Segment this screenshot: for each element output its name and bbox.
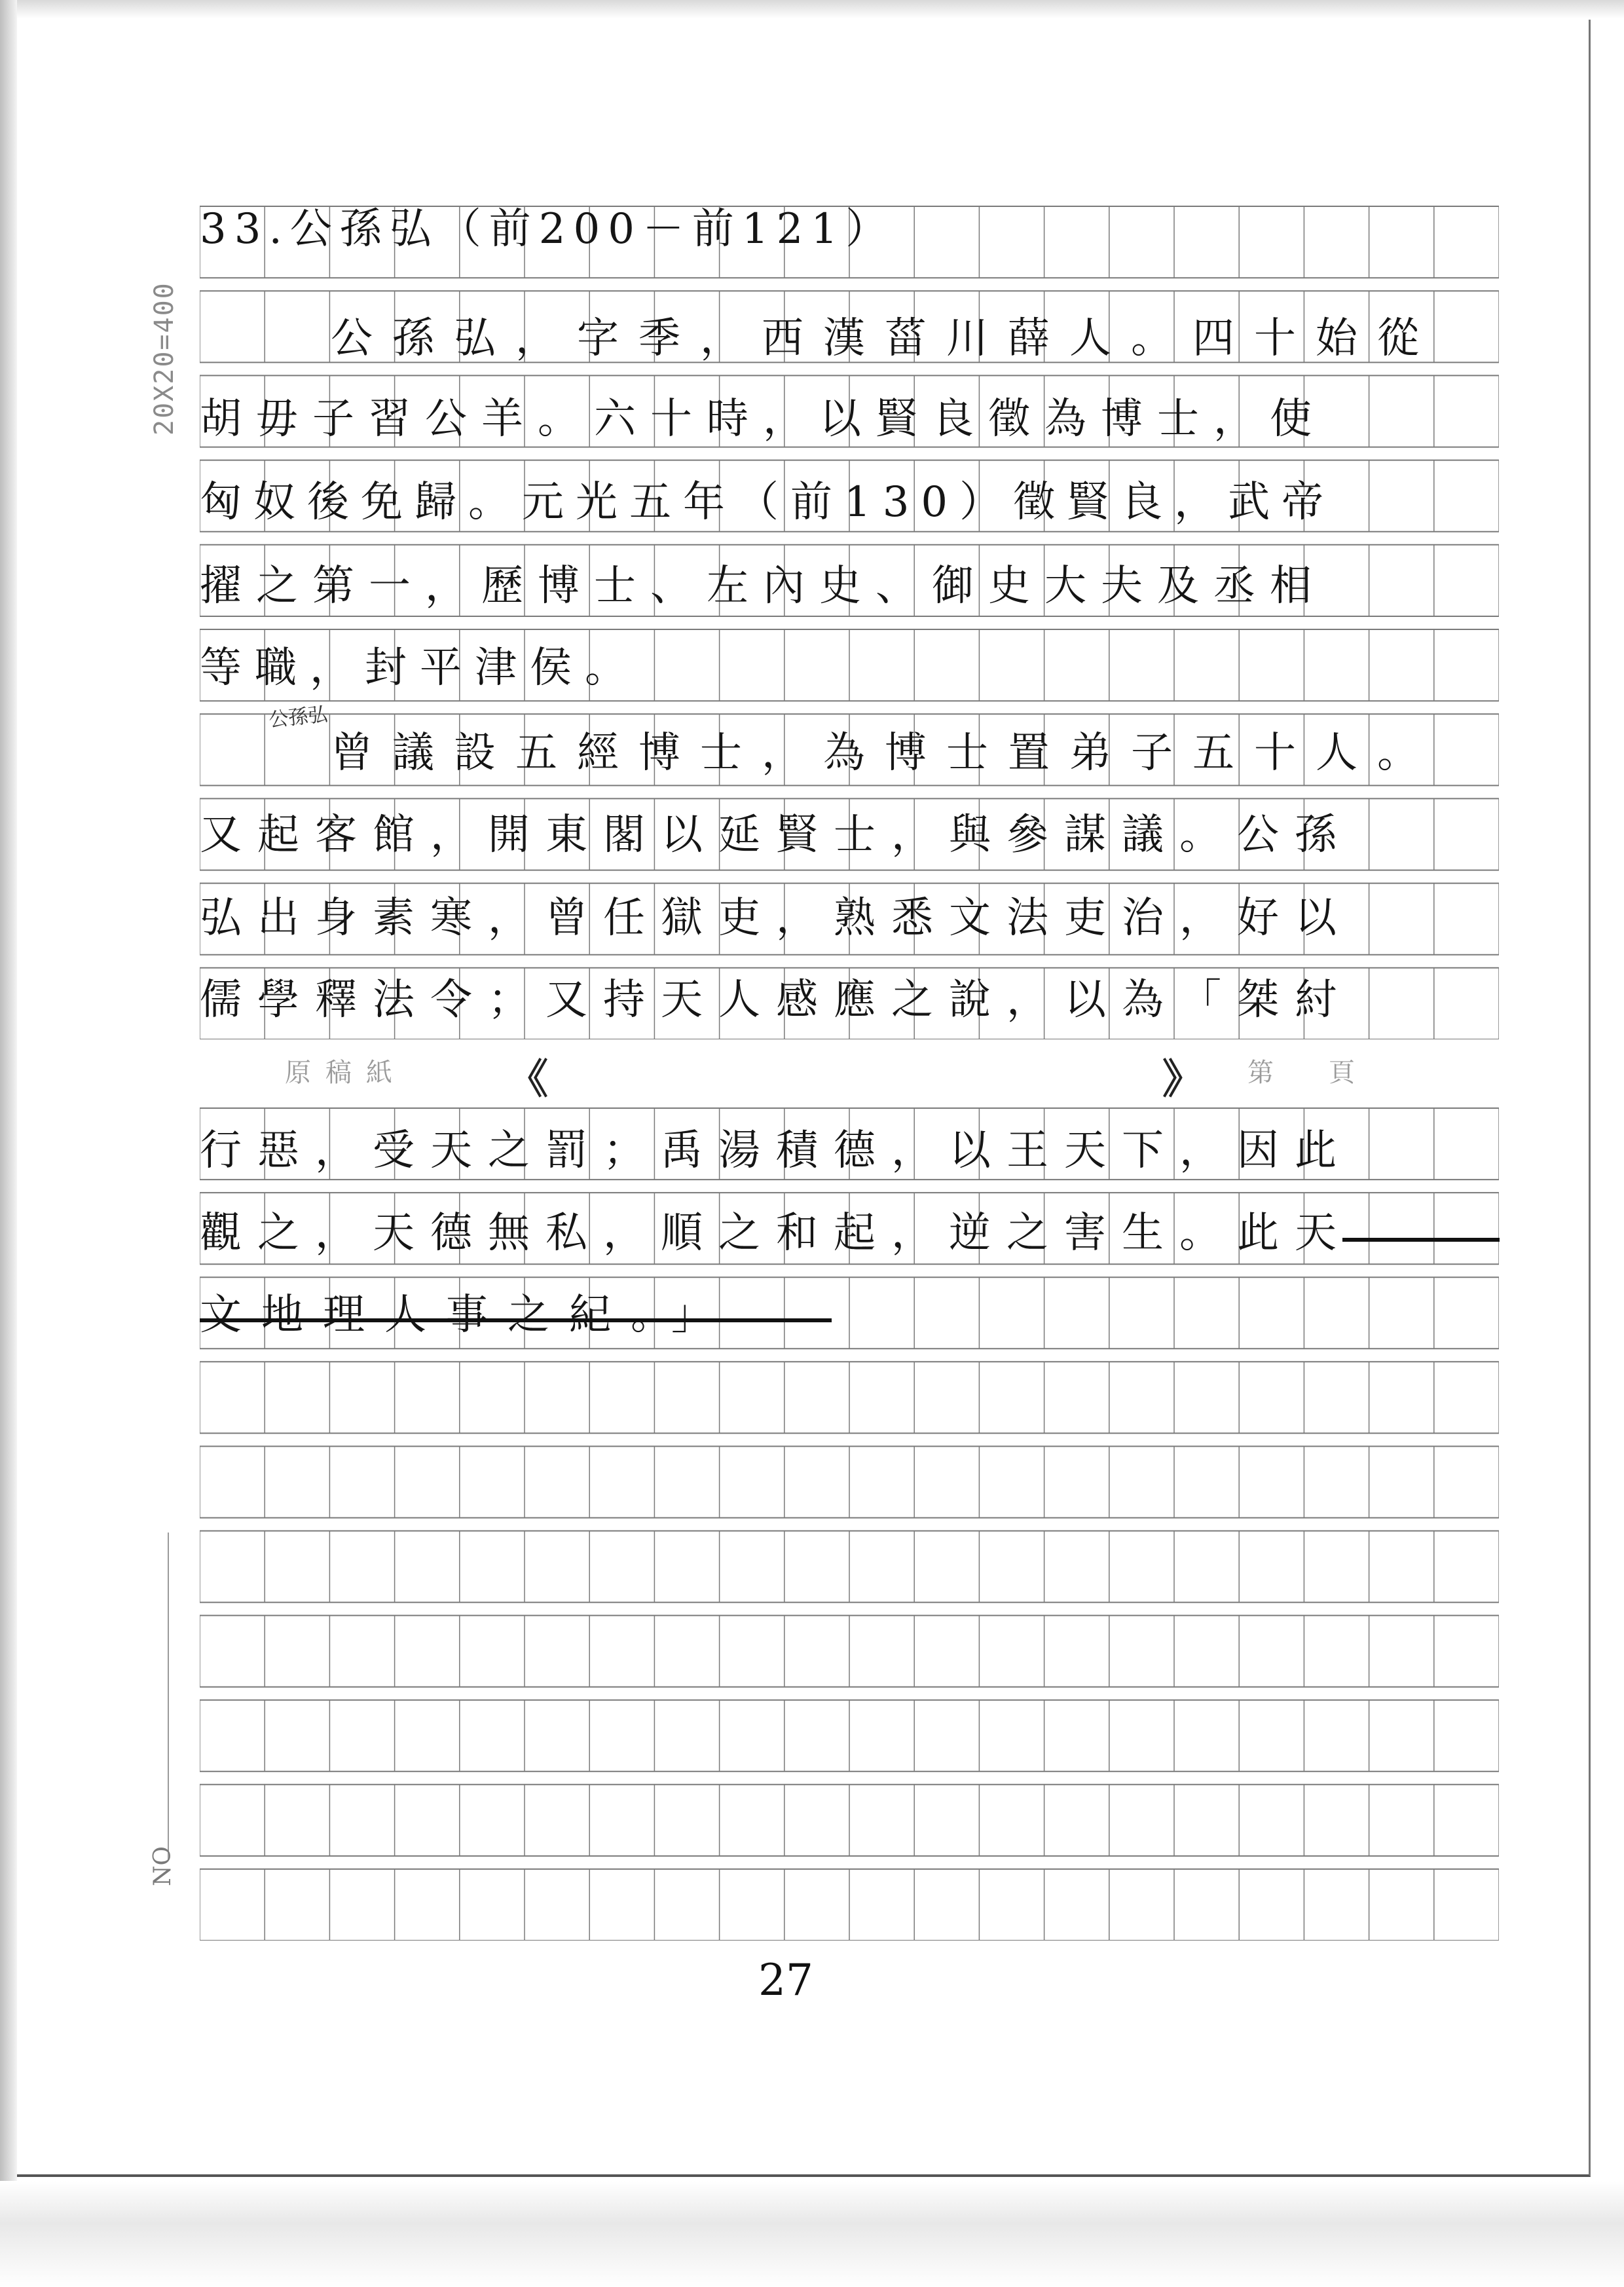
text-line-6: 等職，封平津侯。 <box>200 644 640 692</box>
page-number: 27 <box>758 1955 813 2005</box>
text-line-12: 觀之，天德無私，順之和起，逆之害生。此天 <box>200 1209 1352 1257</box>
heading-line: 33.公孫弘（前200－前121） <box>200 205 896 253</box>
text-line-7: 曾議設五經博士，為博士置弟子五十人。 <box>331 729 1439 777</box>
text-line-9: 弘出身素寒，曾任獄吏，熟悉文法吏治，好以 <box>200 894 1352 942</box>
text-line-13-struck: 文地理人事之紀。」 <box>200 1291 733 1339</box>
divider-right-label: 第 頁 <box>1247 1058 1369 1088</box>
divider-left-label: 原稿紙 <box>285 1058 407 1088</box>
paper-no-label: NO <box>149 1846 176 1886</box>
text-line-10: 儒學釋法令；又持天人感應之說，以為「桀紂 <box>200 976 1352 1024</box>
divider-left-bracket: 《 <box>507 1055 549 1103</box>
text-line-11: 行惡，受天之罰；禹湯積德，以王天下，因此 <box>200 1126 1352 1175</box>
handwritten-annotation: 公孫弘 <box>267 703 329 732</box>
text-line-5: 擢之第一，歷博士、左內史、御史大夫及丞相 <box>200 562 1326 610</box>
paper-spec-label: 20X20=400 <box>149 282 179 436</box>
text-line-8: 又起客館，開東閣以延賢士，與參謀議。公孫 <box>200 811 1352 859</box>
text-line-2: 公孫弘，字季，西漢菑川薛人。四十始從 <box>331 314 1439 363</box>
divider-right-bracket: 》 <box>1162 1055 1204 1103</box>
text-line-4: 匈奴後免歸。元光五年（前130）徵賢良，武帝 <box>200 478 1336 527</box>
text-line-3: 胡毋子習公羊。六十時，以賢良徵為博士，使 <box>200 395 1326 443</box>
